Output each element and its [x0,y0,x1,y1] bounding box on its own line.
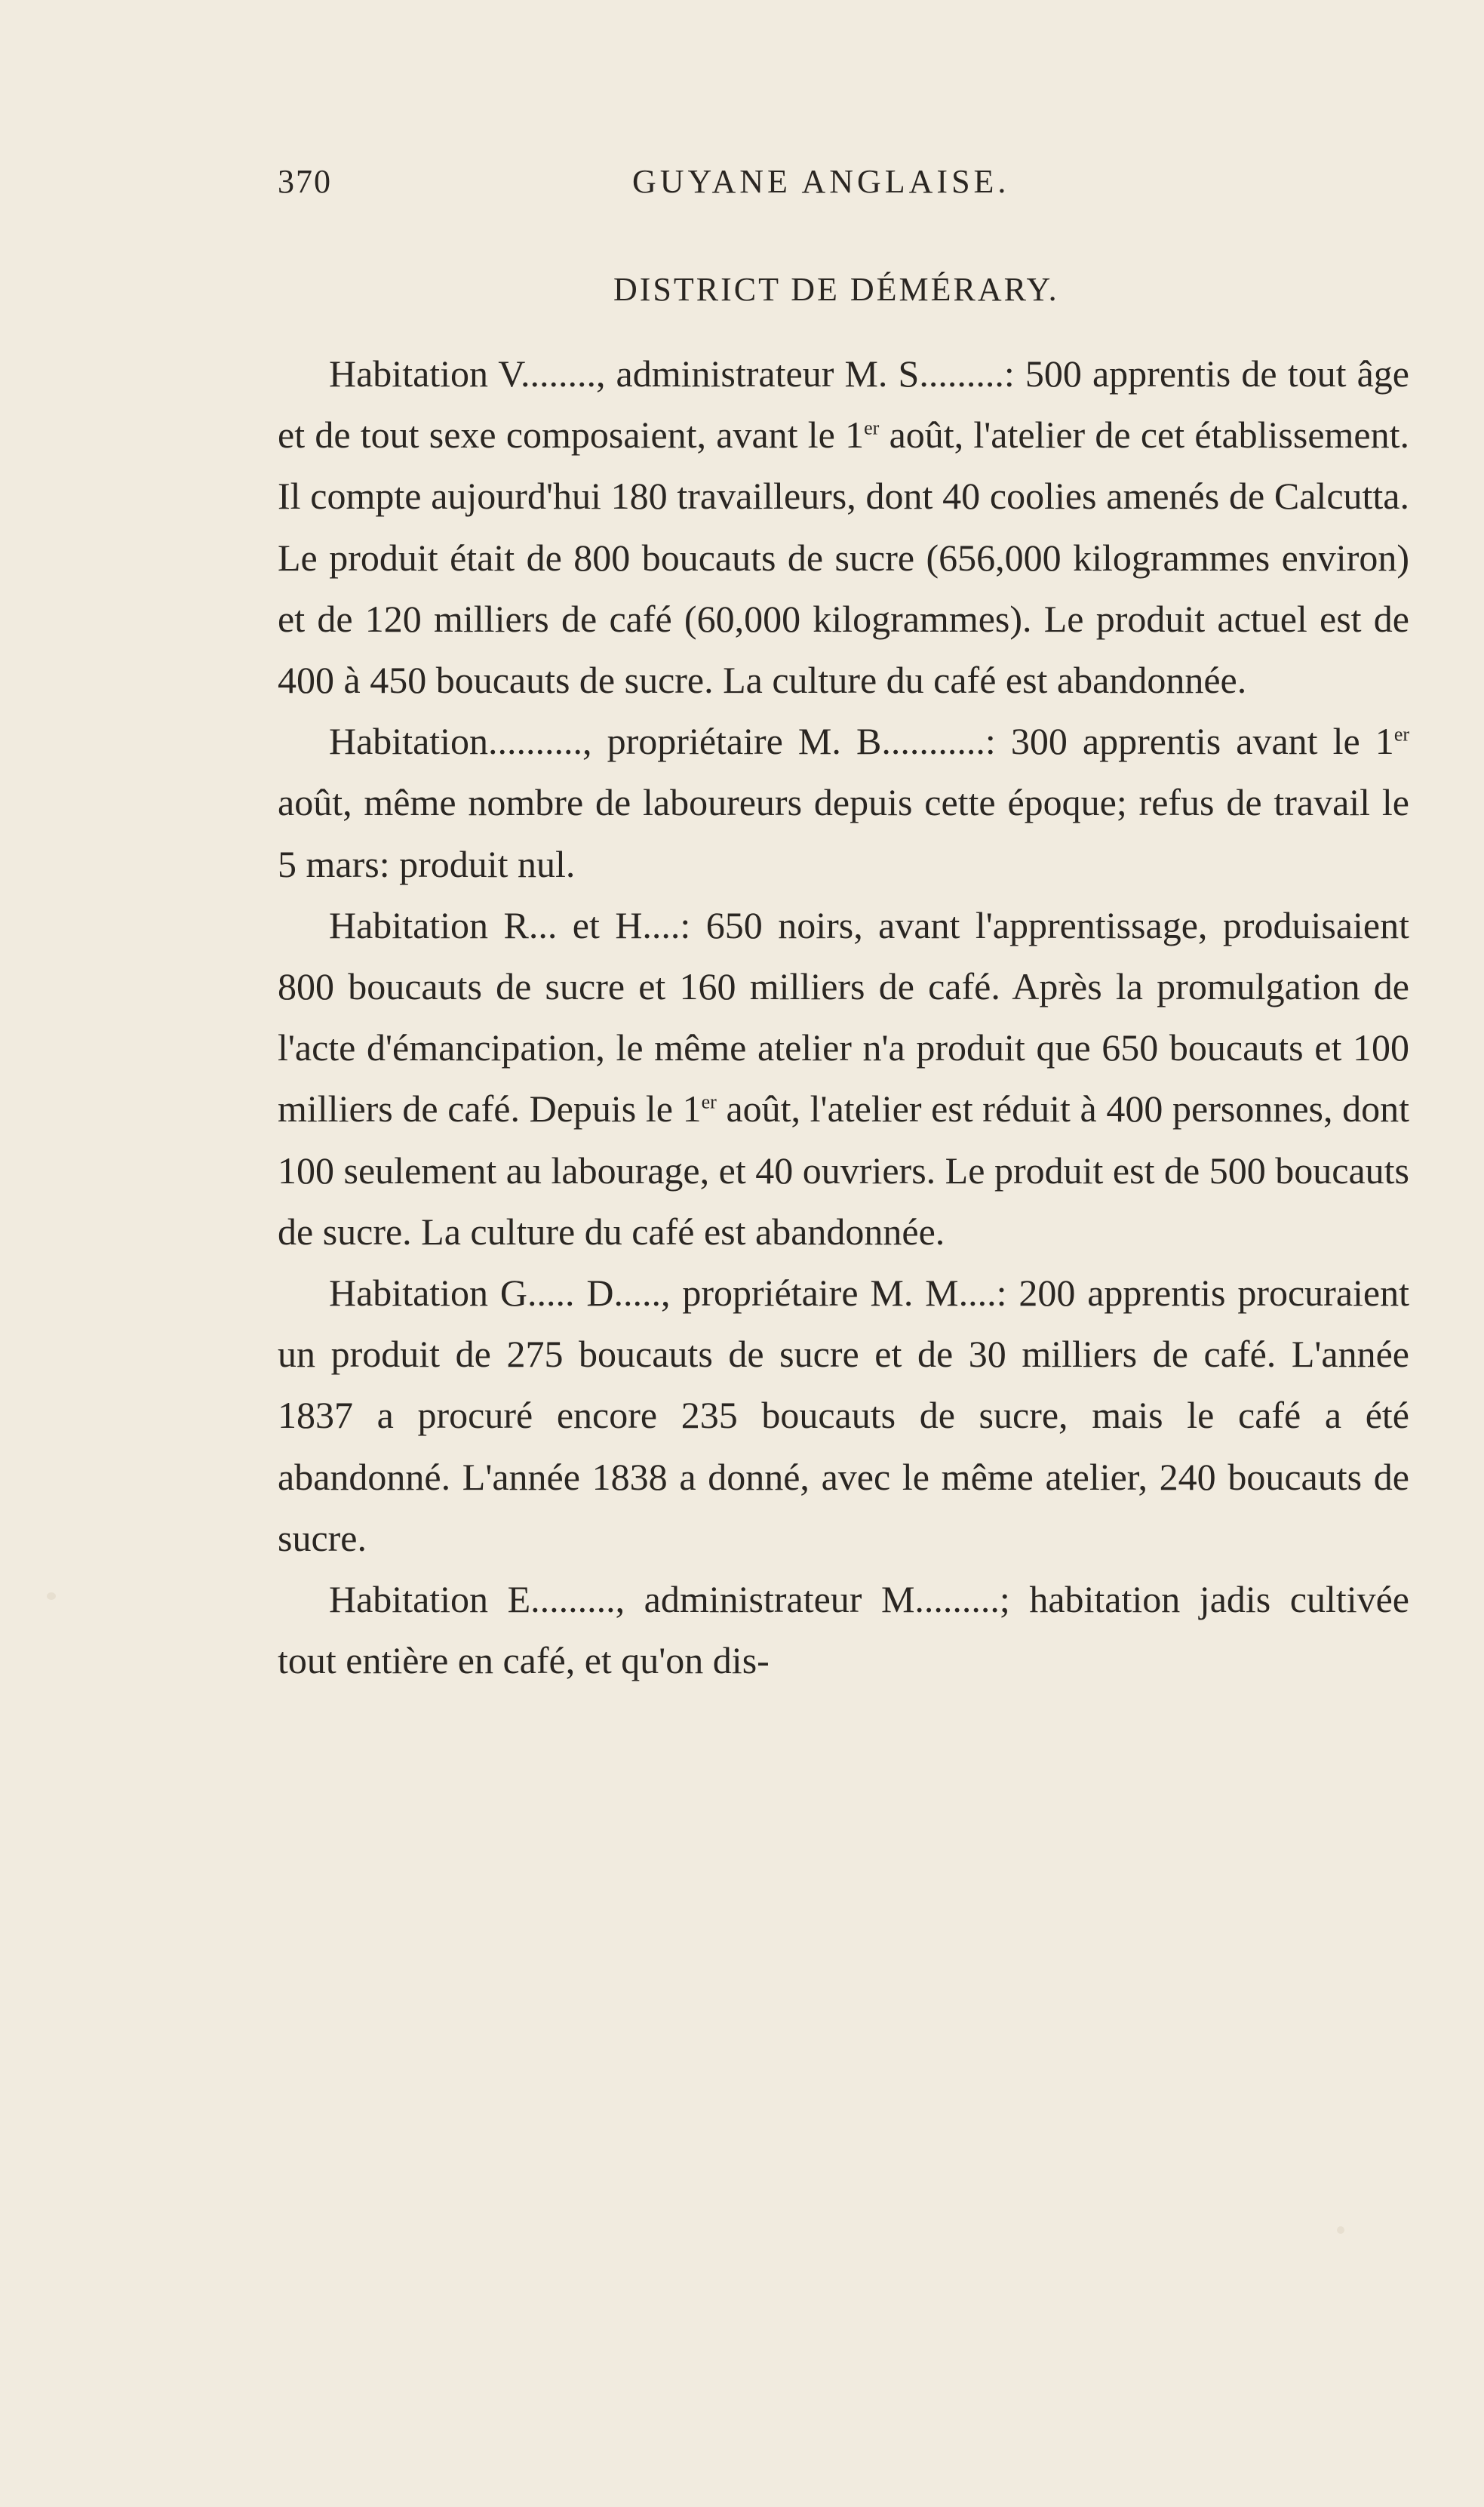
section-heading: DISTRICT DE DÉMÉRARY. [613,271,1059,308]
entry-paragraph [278,1569,1409,1691]
body-text [278,343,1409,1691]
entry-text: 650 noirs, avant l'apprentissage, produisaient 800 boucauts de sucre et 160 milliers de café. Après la promulgation de l'acte d'émancipation, le même atelier n'a produit que 650 boucauts et 100 milliers de café. Depuis le 1 [278,903,1409,1130]
entry-paragraph [278,711,1409,895]
entry-paragraph [278,1263,1409,1569]
entry-text: août, l'atelier de cet établissement. Il compte aujourd'hui 180 travailleurs, dont 40 coolies amenés de Calcutta. Le produit était de 800 boucauts de sucre (656,000 kilogrammes environ) et de 120 milliers de café (60,000 kilogrammes). Le produit actuel est de 400 à 450 boucauts de sucre. La culture du café est abandonnée. [278,414,1409,702]
page-number: 370 [278,163,332,200]
page-header [278,155,1086,208]
entry-lead: Habitation R... et H....: [329,903,691,946]
entry-text: 200 apprentis procuraient un produit de 275 boucauts de sucre et de 30 milliers de café. L'année 1837 a procuré encore 235 boucauts de sucre, mais le café a été abandonné. L'année 1838 a donné, avec le même atelier, 240 boucauts de sucre. [278,1272,1409,1559]
superscript: er [864,417,880,439]
entry-lead: Habitation.........., propriétaire M. B...........: [329,720,996,763]
paper-stain [47,1592,56,1600]
paper-stain [1337,2226,1344,2234]
superscript: er [1393,723,1410,746]
entry-lead: Habitation G..... D....., propriétaire M. M....: [329,1272,1007,1315]
entry-paragraph [278,343,1409,711]
entry-text: août, l'atelier est réduit à 400 personnes, dont 100 seulement au labourage, et 40 ouvriers. Le produit est de 500 boucauts de sucre. La culture du café est abandonnée. [278,1087,1409,1253]
superscript: er [701,1090,717,1113]
entry-text: 300 apprentis avant le 1 [995,720,1394,763]
entry-text: 500 apprentis de tout âge et de tout sexe composaient, avant le 1 [278,352,1409,457]
entry-text: habitation jadis cultivée tout entière en café, et qu'on dis- [278,1578,1410,1682]
entry-text: août, même nombre de laboureurs depuis cette époque; refus de travail le 5 mars: produit nul. [278,781,1409,885]
running-title: GUYANE ANGLAISE. [632,163,1010,200]
entry-paragraph [278,895,1409,1263]
entry-lead: Habitation V........, administrateur M. S.........: [329,352,1015,395]
entry-lead: Habitation E........., administrateur M.........; [329,1578,1010,1621]
